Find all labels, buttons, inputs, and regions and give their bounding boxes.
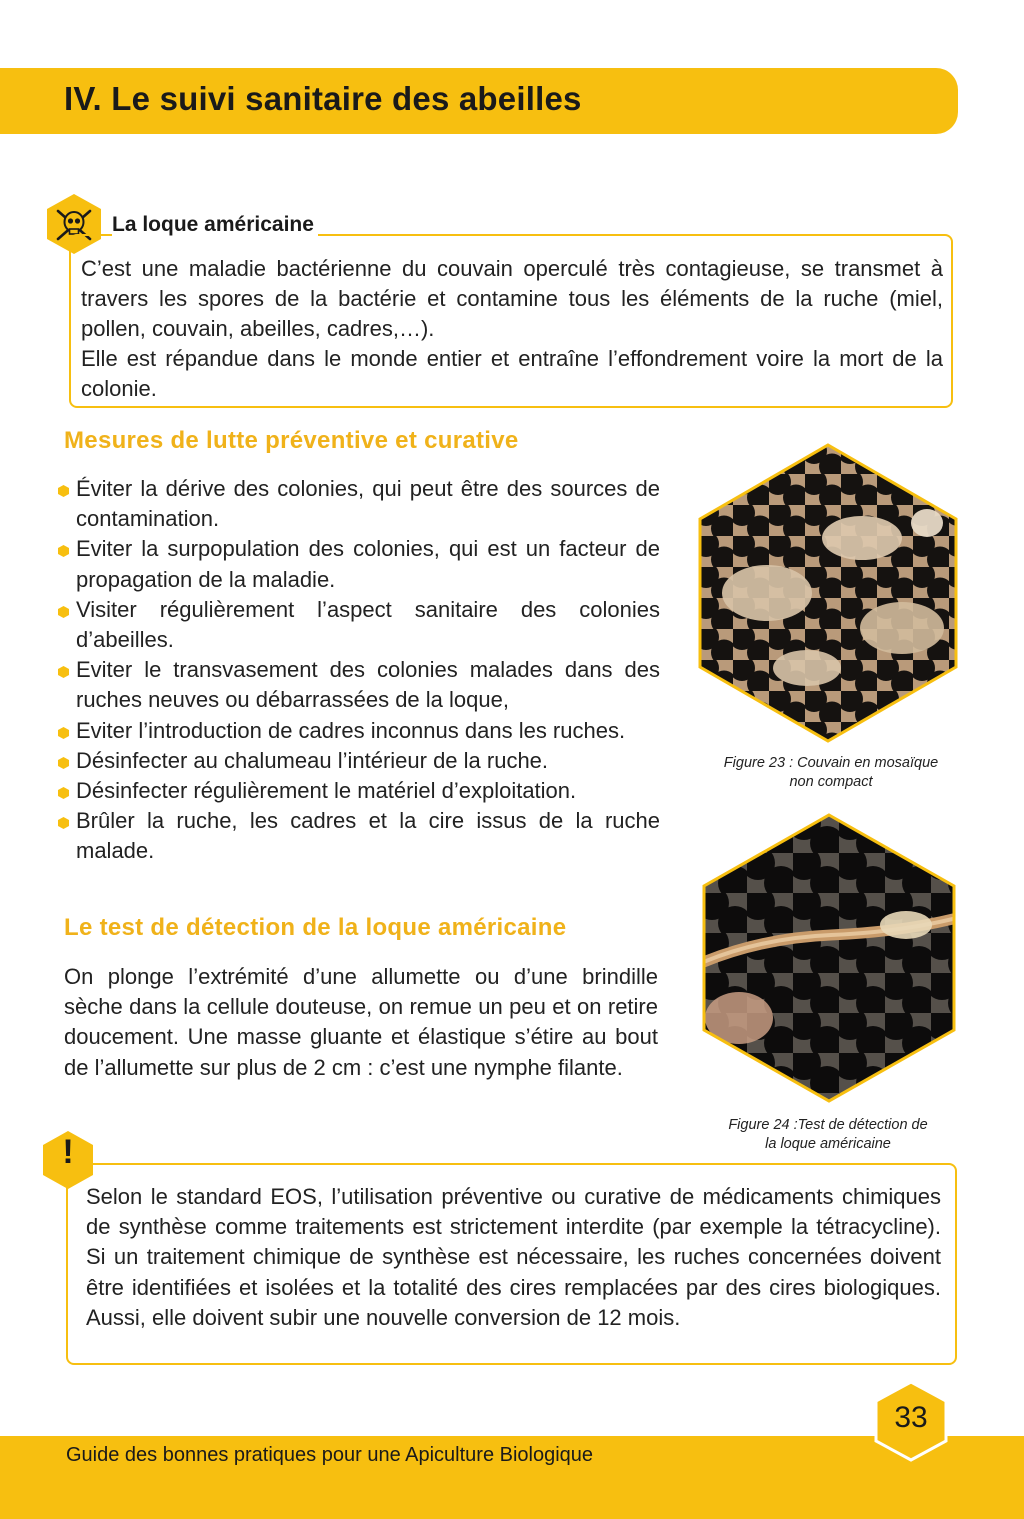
list-item	[56, 474, 660, 534]
list-item	[56, 806, 660, 866]
list-item	[56, 655, 660, 715]
list-item	[56, 716, 660, 746]
hexagon-bullet-icon	[58, 485, 69, 497]
figure-24-image	[701, 813, 957, 1103]
list-item-text: Eviter le transvasement des colonies malades dans des ruches neuves ou débarrassées de la loque,	[76, 657, 660, 713]
warning-text: Selon le standard EOS, l’utilisation préventive ou curative de médicaments chimiques de synthèse comme traitements est strictement interdite (par exemple la tétracycline). Si un traitement chimique de synthèse est nécessaire, les ruches concernées doivent être identifiées et isolées et la totalité des cires remplacées par des cires biologiques. Aussi, elle doivent subir une nouvelle conversion de 12 mois.	[86, 1184, 941, 1330]
list-item-text: Éviter la dérive des colonies, qui peut être des sources de contamination.	[76, 476, 660, 532]
list-item	[56, 776, 660, 806]
hexagon-bullet-icon	[58, 787, 69, 799]
list-item-text: Désinfecter au chalumeau l’intérieur de la ruche.	[76, 747, 549, 773]
hexagon-bullet-icon	[58, 545, 69, 557]
list-item-text: Eviter l’introduction de cadres inconnus dans les ruches.	[76, 717, 626, 743]
list-item-text: Brûler la ruche, les cadres et la cire issus de la ruche malade.	[76, 808, 660, 864]
chapter-header	[0, 68, 958, 134]
page-number: 33	[894, 1401, 928, 1434]
hexagon-bullet-icon	[58, 727, 69, 739]
list-item	[56, 534, 660, 594]
chapter-title: IV. Le suivi sanitaire des abeilles	[64, 80, 582, 117]
caption-line: la loque américaine	[765, 1136, 891, 1152]
hexagon-bullet-icon	[58, 757, 69, 769]
caption-line: non compact	[789, 774, 873, 790]
definition-line: Elle est répandue dans le monde entier et entraîne l’effondrement voire la mort de la colonie.	[81, 346, 943, 401]
definition-line: C’est une maladie bactérienne du couvain operculé très contagieuse, se transmet à travers les spores de la bactérie et contamine tous les éléments de la ruche (miel, pollen, couvain, abeilles, cadres,…).	[81, 256, 943, 341]
footer-bar	[0, 1436, 1024, 1519]
warning-box	[66, 1163, 957, 1365]
caption-line: Figure 23 : Couvain en mosaïque	[723, 755, 939, 771]
list-item-text: Eviter la surpopulation des colonies, qui est un facteur de propagation de la maladie.	[76, 536, 660, 592]
list-item	[56, 746, 660, 776]
test-text: On plonge l’extrémité d’une allumette ou d’une brindille sèche dans la cellule douteuse, on remue un peu et on retire doucement. Une masse gluante et élastique s’étire au bout de l’allumette sur plus de 2 cm : c’est une nymphe filante.	[64, 964, 658, 1080]
figure-23-image	[697, 443, 959, 743]
list-item-text: Désinfecter régulièrement le matériel d’exploitation.	[76, 778, 577, 804]
caption-line: Figure 24 :Test de détection de	[728, 1117, 928, 1133]
definition-text	[81, 254, 943, 404]
hexagon-bullet-icon	[58, 817, 69, 829]
measures-list	[56, 474, 660, 867]
measures-title: Mesures de lutte préventive et curative	[64, 427, 519, 454]
exclamation-icon: !	[62, 1133, 74, 1171]
test-title: Le test de détection de la loque américaine	[64, 914, 567, 941]
figure-24-caption	[697, 1116, 959, 1154]
list-item	[56, 595, 660, 655]
figure-23-caption	[700, 754, 962, 792]
list-item-text: Visiter régulièrement l’aspect sanitaire des colonies d’abeilles.	[76, 596, 660, 653]
section-title-loque: La loque américaine	[112, 213, 318, 237]
footer-text: Guide des bonnes pratiques pour une Apiculture Biologique	[66, 1444, 594, 1466]
hexagon-bullet-icon	[58, 666, 69, 678]
definition-box	[69, 234, 953, 408]
hexagon-bullet-icon	[58, 606, 69, 618]
